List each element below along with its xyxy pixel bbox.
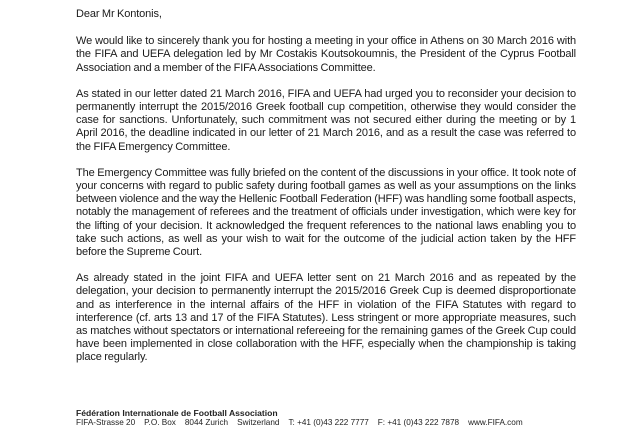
paragraph-previous-letter: As stated in our letter dated 21 March 2016, FIFA and UEFA had urged you to reconsider your decision to permanently interrupt the 2015/2016 Greek football cup competition, otherwise they would consider the case for sanctions. Unfortunately, such commitment was not secured either during the meeting or by 1 April 2016, the deadline indicated in our letter of 21 March 2016, and as a result the case was referred to the FIFA Emergency Committee.: [76, 87, 576, 153]
footer-country: Switzerland: [237, 418, 280, 427]
paragraph-thanks: We would like to sincerely thank you for hosting a meeting in your office in Athens on 30 March 2016 with the FIFA and UEFA delegation led by Mr Costakis Koutsokoumnis, the President of the Cyprus Football Association and a member of the FIFA Associations Committee.: [76, 35, 576, 74]
letter-body: [76, 8, 576, 378]
footer-website: www.FIFA.com: [468, 418, 523, 427]
footer-po-box: P.O. Box: [144, 418, 176, 427]
footer-city: 8044 Zurich: [184, 418, 229, 427]
paragraph-emergency-committee: The Emergency Committee was fully briefed on the content of the discussions in your office. It took note of your concerns with regard to public safety during football games as well as your assumptions on the links between violence and the way the Hellenic Football Federation (HFF) was handling some football aspects, notably the management of referees and the treatment of officials under investigation, which were key for the lifting of your decision. It acknowledged the frequent references to the national laws enabling you to take such actions, as well as your wish to wait for the outcome of the judicial action taken by the HFF before the Supreme Court.: [76, 166, 576, 259]
footer-address: [76, 418, 596, 428]
salutation: Dear Mr Kontonis,: [76, 8, 162, 20]
footer-organization: Fédération Internationale de Football Association: [76, 408, 278, 418]
footer-street: FIFA-Strasse 20: [76, 418, 136, 427]
letterhead-footer: [76, 408, 596, 428]
footer-phone: T: +41 (0)43 222 7777: [288, 418, 369, 427]
footer-fax: F: +41 (0)43 222 7878: [377, 418, 460, 427]
paragraph-interference: As already stated in the joint FIFA and UEFA letter sent on 21 March 2016 and as repeated by the delegation, your decision to permanently interrupt the 2015/2016 Greek Cup is deemed disproportionate and as interference in the internal affairs of the HFF in violation of the FIFA Statutes with regard to interference (cf. arts 13 and 17 of the FIFA Statutes). Less stringent or more appropriate measures, such as matches without spectators or international refereeing for the remaining games of the Greek Cup could have been implemented in close collaboration with the HFF, especially when the championship is taking place regularly.: [76, 272, 576, 364]
